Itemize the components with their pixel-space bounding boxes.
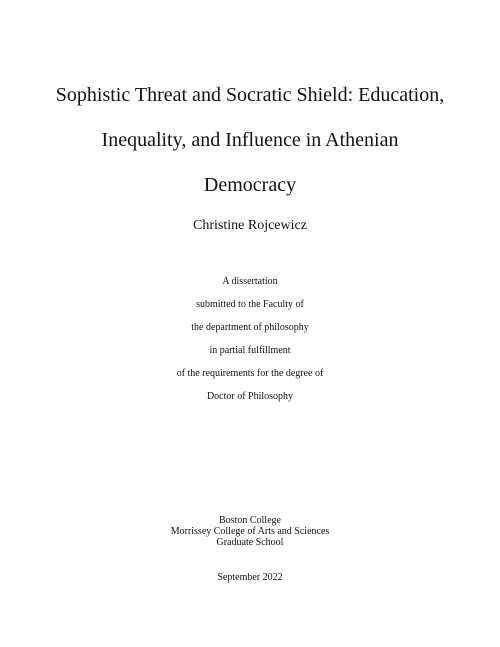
institution-name: Boston College [219, 515, 281, 526]
dissertation-line-5: of the requirements for the degree of [176, 368, 324, 379]
title-line-2: Inequality, and Influence in Athenian [101, 129, 399, 151]
author-name: Christine Rojcewicz [193, 218, 307, 233]
submission-date: September 2022 [217, 572, 283, 583]
college-name: Morrissey College of Arts and Sciences [170, 526, 330, 537]
dissertation-line-1: A dissertation [222, 276, 278, 287]
school-name: Graduate School [216, 537, 284, 548]
title-line-3: Democracy [203, 174, 297, 196]
dissertation-line-4: in partial fulfillment [209, 345, 291, 356]
dissertation-line-3: the department of philosophy [191, 322, 309, 333]
dissertation-line-2: submitted to the Faculty of [196, 299, 304, 310]
title-line-1: Sophistic Threat and Socratic Shield: Education, [55, 84, 445, 106]
dissertation-line-6: Doctor of Philosophy [206, 391, 294, 402]
